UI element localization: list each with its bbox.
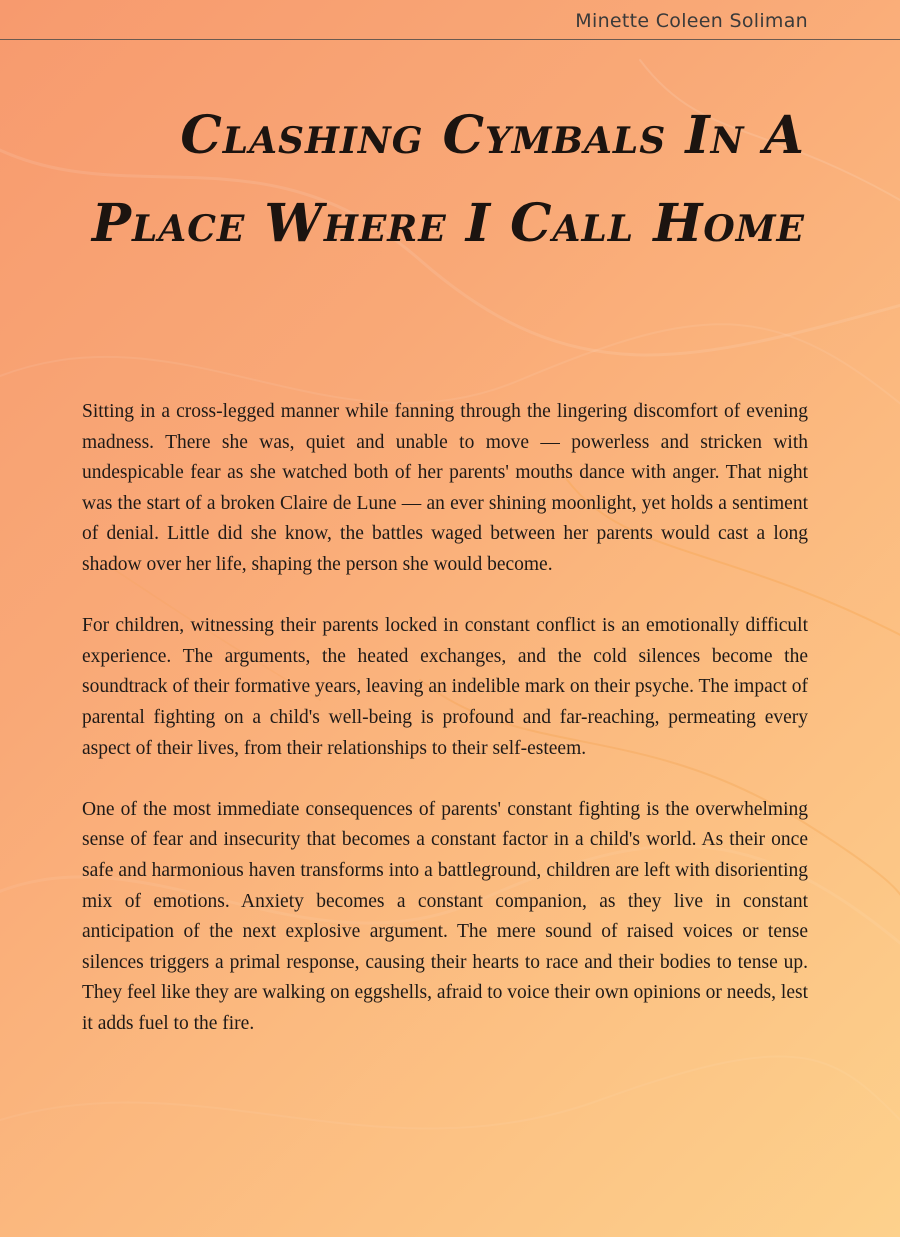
paragraph-3: One of the most immediate consequences of parents' constant fighting is the overwhelming sense of fear and insecurity that becomes a constant factor in a child's world. As their once safe and harmonious haven transforms into a battleground, children are left with disorienting mix of emotions. Anxiety becomes a constant companion, as they live in constant anticipation of the next explosive argument. The mere sound of raised voices or tense silences triggers a primal response, causing their hearts to race and their bodies to tense up. They feel like they are walking on eggshells, afraid to voice their own opinions or needs, lest it adds fuel to the fire. [82, 798, 808, 1034]
author-name: Minette Coleen Soliman [575, 10, 808, 32]
paragraph-2: For children, witnessing their parents locked in constant conflict is an emotionally difficult experience. The arguments, the heated exchanges, and the cold silences become the soundtrack of their formative years, leaving an indelible mark on their psyche. The impact of parental fighting on a child's well-being is profound and far-reaching, permeating every aspect of their lives, from their relationships to their self-esteem. [82, 615, 808, 759]
page-title: Clashing Cymbals In A Place Where I Call Home [91, 105, 805, 254]
paragraph-1: Sitting in a cross-legged manner while fanning through the lingering discomfort of evening madness. There she was, quiet and unable to move — powerless and stricken with undespicable fear as she watched both of her parents' mouths dance with anger. That night was the start of a broken Claire de Lune — an ever shining moonlight, yet holds a sentiment of denial. Little did she know, the battles waged between her parents would cast a long shadow over her life, shaping the person she would become. [82, 401, 808, 575]
article-body [82, 397, 808, 1070]
header-divider [0, 39, 900, 40]
